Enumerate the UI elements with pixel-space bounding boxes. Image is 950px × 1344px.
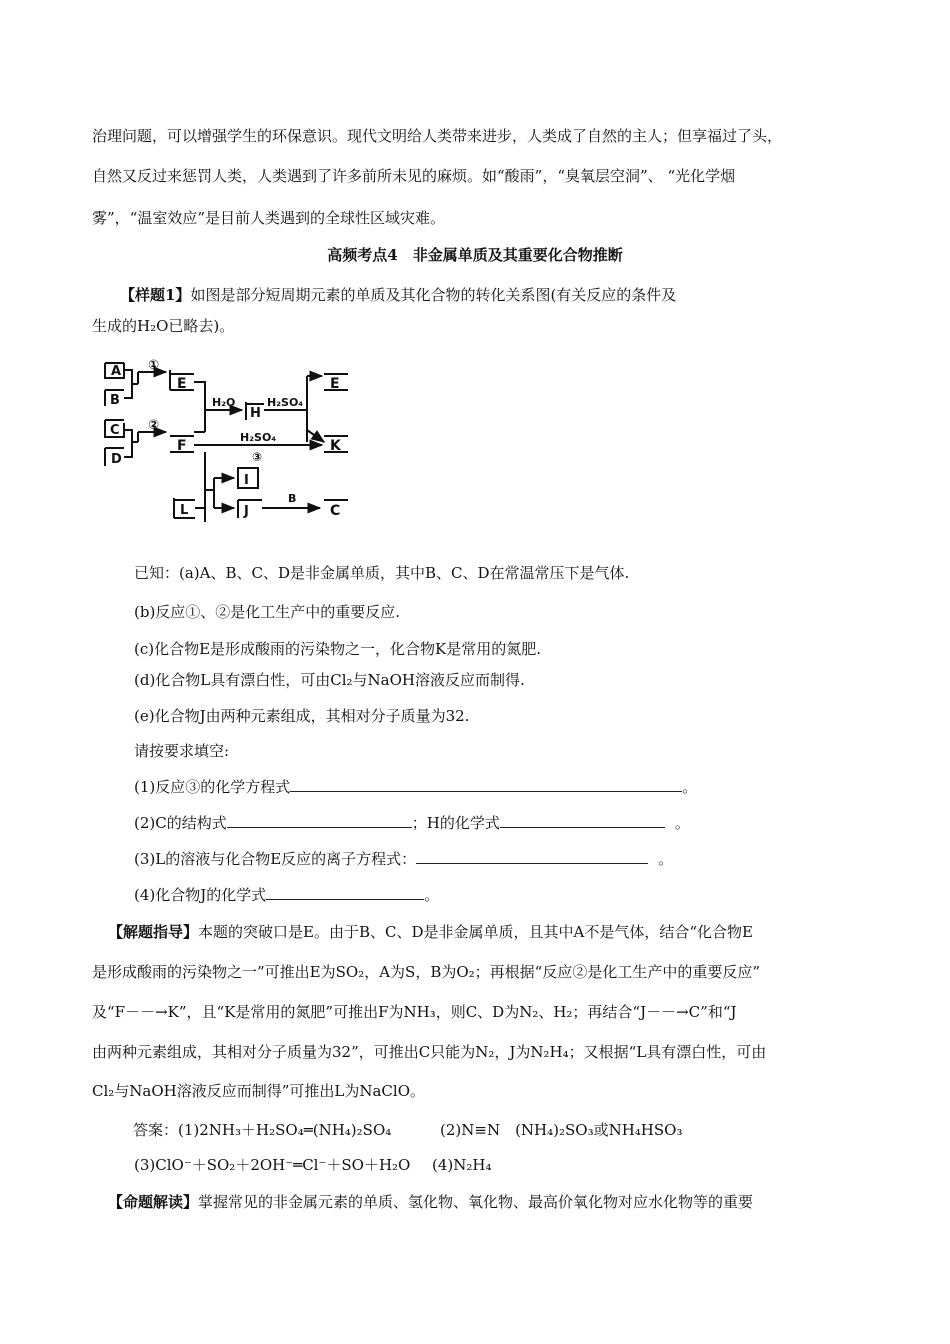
- question-4-text: (4)化合物J的化学式: [134, 886, 267, 904]
- guide-text-1: 本题的突破口是E。由于B、C、D是非金属单质，且其中A不是气体，结合“化合物E: [198, 923, 753, 941]
- answer-blank-4[interactable]: [266, 885, 424, 900]
- question-2: [134, 813, 690, 833]
- intro-line-1: 治理问题，可以增强学生的环保意识。现代文明给人类带来进步，人类成了自然的主人；但享福过了头，: [92, 127, 783, 145]
- node-c: C: [110, 423, 120, 438]
- guide-line-2: 是形成酸雨的污染物之一”可推出E为SO₂，A为S，B为O₂；再根据“反应②是化工生产中的重要反应”: [92, 963, 760, 981]
- node-l: L: [180, 503, 189, 518]
- question-4: [134, 885, 439, 905]
- guide-line-1: [108, 922, 753, 942]
- example-tag: 【样题1】: [120, 286, 191, 304]
- answer-blank-2b[interactable]: [500, 813, 665, 828]
- node-h: H: [250, 406, 261, 421]
- question-1-end: 。: [682, 778, 698, 796]
- question-2b-text: ；H的化学式: [411, 814, 500, 832]
- guide-line-5: Cl₂与NaOH溶液反应而制得”可推出L为NaClO。: [92, 1082, 426, 1100]
- answer-label: 答案：: [133, 1121, 179, 1139]
- section-title: 高频考点4 非金属单质及其重要化合物推断: [327, 246, 623, 264]
- interpretation-line-1: [108, 1192, 753, 1212]
- node-b: B: [110, 393, 120, 408]
- example-text: 如图是部分短周期元素的单质及其化合物的转化关系图(有关反应的条件及: [190, 286, 677, 304]
- question-2a-text: (2)C的结构式: [134, 814, 227, 832]
- guide-line-4: 由两种元素组成，其相对分子质量为32”，可推出C只能为N₂，J为N₂H₄；又根据“L具有漂白性，可由: [92, 1043, 767, 1061]
- answer-blank-1[interactable]: [290, 777, 682, 792]
- intro-line-3: 雾”，“温室效应”是目前人类遇到的全球性区域灾难。: [92, 209, 446, 227]
- reagent-h2o: H₂O: [212, 396, 236, 409]
- question-4-end: 。: [424, 886, 440, 904]
- interpretation-tag: 【命题解读】: [108, 1193, 199, 1211]
- question-1: [134, 777, 697, 797]
- answer-blank-3[interactable]: [416, 849, 648, 864]
- reaction-1-label: ①: [148, 358, 160, 373]
- known-a: 已知：(a)A、B、C、D是非金属单质，其中B、C、D在常温常压下是气体.: [134, 564, 630, 582]
- reagent-b: B: [288, 492, 297, 505]
- answer-line-1: [133, 1120, 391, 1140]
- question-3-end: 。: [658, 850, 674, 868]
- reagent-h2so4-a: H₂SO₄: [267, 396, 304, 409]
- question-2-end: 。: [674, 814, 690, 832]
- answer-3: (3)ClO⁻＋SO₂＋2OH⁻═Cl⁻＋SO＋H₂O: [134, 1156, 411, 1174]
- reaction-3-label: ③: [252, 450, 263, 464]
- answer-1: (1)2NH₃＋H₂SO₄═(NH₄)₂SO₄: [178, 1121, 392, 1139]
- prompt: 请按要求填空:: [134, 742, 230, 760]
- intro-line-2: 自然又反过来惩罚人类，人类遇到了许多前所未见的麻烦。如“酸雨”，“臭氧层空洞”、 “光化学烟: [92, 167, 736, 185]
- answer-blank-2a[interactable]: [227, 813, 412, 828]
- node-i: I: [244, 473, 249, 488]
- guide-line-3: 及“F－－→K”，且“K是常用的氮肥”可推出F为NH₃，则C、D为N₂、H₂；再结合“J－－→C”和“J: [92, 1003, 737, 1021]
- reagent-h2so4-b: H₂SO₄: [240, 431, 277, 444]
- known-d: (d)化合物L具有漂白性，可由Cl₂与NaOH溶液反应而制得.: [134, 671, 525, 689]
- node-c2: C: [330, 503, 341, 519]
- node-k: K: [330, 438, 341, 454]
- known-c: (c)化合物E是形成酸雨的污染物之一，化合物K是常用的氮肥.: [134, 640, 542, 658]
- guide-tag: 【解题指导】: [108, 923, 199, 941]
- node-a: A: [111, 364, 122, 379]
- known-b: (b)反应①、②是化工生产中的重要反应.: [134, 603, 401, 621]
- reaction-diagram: [102, 350, 362, 525]
- answer-4: (4)N₂H₄: [432, 1156, 492, 1174]
- question-3-text: (3)L的溶液与化合物E反应的离子方程式：: [134, 850, 417, 868]
- node-f: F: [177, 438, 187, 454]
- question-3: [134, 849, 673, 869]
- node-d: D: [111, 452, 122, 467]
- example-intro: [120, 285, 676, 305]
- known-e: (e)化合物J由两种元素组成，其相对分子质量为32.: [134, 707, 470, 725]
- interpretation-text: 掌握常见的非金属元素的单质、氢化物、氧化物、最高价氧化物对应水化物等的重要: [198, 1193, 754, 1211]
- reaction-2-label: ②: [148, 418, 160, 433]
- question-1-text: (1)反应③的化学方程式: [134, 778, 291, 796]
- node-e: E: [177, 376, 187, 392]
- node-e2: E: [330, 376, 340, 392]
- node-j: J: [244, 504, 249, 519]
- example-line-2: 生成的H₂O已略去)。: [92, 317, 235, 335]
- answer-2: (2)N≡N (NH₄)₂SO₃或NH₄HSO₃: [440, 1121, 683, 1139]
